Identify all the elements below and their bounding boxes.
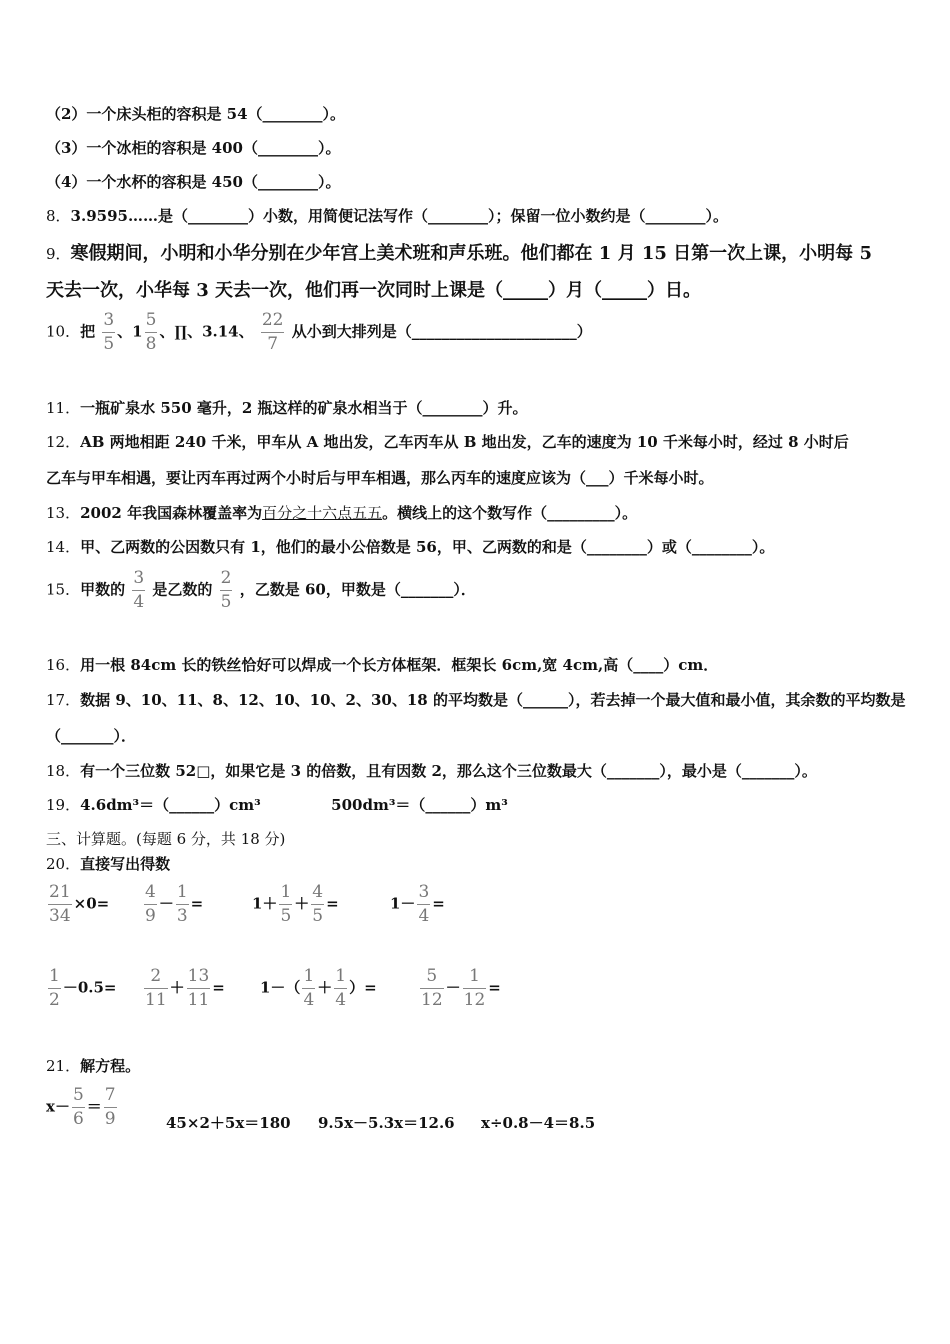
section-3-title: 三、计算题。(每题 6 分，共 18 分): [46, 830, 286, 848]
fraction: [463, 968, 487, 1009]
expression-head: 1－（: [260, 978, 301, 997]
fraction: [176, 884, 189, 925]
question-text: 甲、乙两数的公因数只有 1，他们的最小公倍数是 56，甲、乙两数的和是（________）或（________）。: [80, 538, 775, 556]
numerator: 21: [49, 882, 71, 902]
expression-r2-4: [418, 968, 501, 1009]
numerator: 7: [104, 1085, 116, 1105]
expression-r1-2: [142, 884, 203, 925]
question-text: 一瓶矿泉水 550 毫升，2 瓶这样的矿泉水相当于（________）升。: [80, 399, 528, 417]
numerator: 2: [150, 966, 162, 986]
separator-text: 、∏、3.14、: [159, 322, 254, 341]
suffix-text: 从小到大排列是（______________________）: [291, 322, 592, 341]
question-14: [46, 536, 774, 557]
expression-tail: =: [190, 894, 204, 913]
question-13: [46, 502, 637, 523]
q7-sub2: （2）一个床头柜的容积是 54（________）。: [46, 105, 346, 123]
question-17-line1: [46, 689, 905, 710]
numerator: 13: [187, 966, 210, 986]
denominator: 11: [145, 990, 167, 1010]
denominator: 5: [280, 906, 292, 926]
numerator: 22: [261, 310, 284, 330]
question-9-line2: 天去一次，小华每 3 天去一次，他们再一次同时上课是（_____）月（_____）日。: [46, 280, 702, 301]
question-21: [46, 1055, 140, 1076]
underlined-text: 百分之十六点五五: [262, 504, 383, 522]
fraction: [144, 884, 157, 925]
question-text: 有一个三位数 52□，如果它是 3 的倍数，且有因数 2，那么这个三位数最大（_______），最小是（_______）。: [80, 762, 817, 780]
denominator: 4: [418, 906, 430, 926]
denominator: 34: [49, 906, 71, 926]
question-15: [46, 570, 476, 611]
question-text-a: 4.6dm³＝（______）cm³: [80, 796, 261, 814]
denominator: 9: [104, 1109, 116, 1129]
question-text: 数据 9、10、11、8、12、10、10、2、30、18 的平均数是（______），若去掉一个最大值和最小值，其余数的平均数是: [80, 691, 906, 709]
numerator: 5: [145, 310, 157, 330]
denominator: 11: [187, 990, 210, 1010]
fraction: [261, 312, 285, 353]
question-number: 16．: [46, 656, 81, 674]
q7-sub3: （3）一个冰柜的容积是 400（________）。: [46, 139, 341, 157]
expression-tail: －0.5=: [62, 978, 117, 997]
denominator: 7: [261, 332, 285, 353]
numerator: 1: [335, 966, 347, 986]
question-text: 解方程。: [80, 1057, 141, 1075]
question-text: 3.9595……是（________）小数，用简便记法写作（________）；保留一位小数约是（________）。: [70, 207, 728, 225]
fraction: [417, 884, 430, 925]
question-number: 21．: [46, 1057, 81, 1075]
expression-tail: =: [432, 894, 445, 913]
operator: ＋: [294, 894, 310, 913]
question-number: 17．: [46, 691, 81, 709]
denominator: 5: [312, 906, 324, 926]
fraction: [48, 884, 72, 925]
question-text: 。横线上的这个数写作（_________）。: [382, 504, 638, 522]
numerator: 4: [145, 882, 156, 902]
equation-2: 45×2＋5x＝180: [166, 1114, 291, 1132]
fraction: [311, 884, 324, 925]
question-number: 20．: [46, 855, 81, 873]
question-text: 寒假期间，小明和小华分别在少年宫上美术班和声乐班。他们都在 1 月 15 日第一次上课，小明每 5: [70, 243, 872, 264]
question-text: 直接写出得数: [80, 855, 171, 873]
numerator: 3: [418, 882, 430, 902]
denominator: 4: [303, 990, 315, 1010]
numerator: 1: [280, 882, 292, 902]
denominator: 8: [145, 334, 157, 354]
operator: －: [445, 978, 461, 997]
question-19: [46, 794, 508, 815]
numerator: 1: [49, 966, 60, 986]
denominator: 12: [421, 990, 443, 1010]
question-18: [46, 760, 817, 781]
question-9-line1: [46, 239, 872, 265]
expression-tail: =: [488, 978, 501, 997]
question-text: ，乙数是 60，甲数是（_______）．: [239, 580, 476, 599]
expression-r2-2: [142, 968, 225, 1009]
expression-r2-1: [46, 968, 117, 1009]
equation-4: x÷0.8－4＝8.5: [481, 1114, 596, 1132]
denominator: 12: [463, 990, 486, 1010]
expression-head: 1－: [390, 894, 416, 913]
equation-1: [46, 1087, 119, 1128]
expression-tail: =: [326, 894, 339, 913]
question-number: 11．: [46, 399, 81, 417]
operator: －: [158, 894, 174, 913]
question-number: 19．: [46, 796, 81, 814]
fraction: [144, 968, 168, 1009]
fraction: [145, 312, 158, 353]
separator-text: 、1: [117, 322, 143, 341]
fraction: [220, 570, 233, 611]
question-text: 是乙数的: [152, 580, 213, 599]
prefix-text: 把: [80, 322, 96, 341]
numerator: 1: [176, 882, 188, 902]
question-number: 12．: [46, 433, 81, 451]
question-number: 9．: [46, 245, 71, 263]
question-20: [46, 853, 170, 874]
question-12-line2: 乙车与甲车相遇，要让丙车再过两个小时后与甲车相遇，那么丙车的速度应该为（___）千米每小时。: [46, 469, 714, 487]
question-10: [46, 312, 592, 353]
question-number: 15．: [46, 580, 81, 599]
question-text: 甲数的: [80, 580, 126, 599]
denominator: 4: [335, 990, 347, 1010]
denominator: 5: [220, 592, 232, 612]
numerator: 5: [72, 1085, 84, 1105]
denominator: 9: [145, 906, 156, 926]
numerator: 4: [312, 882, 324, 902]
fraction: [187, 968, 211, 1009]
fraction: [334, 968, 347, 1009]
numerator: 3: [133, 568, 145, 588]
question-text: 用一根 84cm 长的铁丝恰好可以焊成一个长方体框架．框架长 6cm,宽 4cm,高（____）cm．: [80, 656, 719, 674]
q7-sub4: （4）一个水杯的容积是 450（________）。: [46, 173, 341, 191]
denominator: 4: [133, 592, 145, 612]
denominator: 2: [49, 990, 60, 1010]
fraction: [72, 1087, 85, 1128]
numerator: 2: [220, 568, 232, 588]
expression-tail: =: [212, 978, 225, 997]
numerator: 1: [303, 966, 315, 986]
denominator: 6: [72, 1109, 84, 1129]
fraction: [102, 312, 115, 353]
question-text-b: 500dm³＝（______）m³: [331, 796, 508, 814]
equation-3: 9.5x－5.3x＝12.6: [318, 1114, 455, 1132]
numerator: 3: [103, 310, 115, 330]
question-number: 18．: [46, 762, 81, 780]
operator: ＋: [169, 978, 185, 997]
fraction: [48, 968, 61, 1009]
numerator: 1: [469, 966, 480, 986]
question-11: [46, 397, 528, 418]
question-number: 8．: [46, 207, 71, 225]
question-number: 14．: [46, 538, 81, 556]
question-16: [46, 654, 718, 675]
expression-tail: ）=: [349, 978, 377, 997]
equation-head: x－: [46, 1097, 70, 1116]
expression-head: 1＋: [252, 894, 278, 913]
expression-r1-3: [252, 884, 339, 925]
operator: ＝: [86, 1097, 102, 1116]
question-text: 2002 年我国森林覆盖率为: [80, 504, 263, 522]
denominator: 3: [176, 906, 188, 926]
question-number: 10．: [46, 322, 81, 341]
question-12-line1: [46, 431, 849, 452]
expression-tail: ×0=: [73, 894, 110, 913]
operator: ＋: [317, 978, 333, 997]
fraction: [420, 968, 444, 1009]
question-17-line2: （_______）．: [46, 727, 137, 745]
expression-r1-4: [390, 884, 445, 925]
fraction: [279, 884, 292, 925]
fraction: [104, 1087, 117, 1128]
question-text: AB 两地相距 240 千米，甲车从 A 地出发，乙车丙车从 B 地出发，乙车的速度为 10 千米每小时，经过 8 小时后: [80, 433, 849, 451]
expression-r2-3: [260, 968, 377, 1009]
expression-r1-1: [46, 884, 109, 925]
question-number: 13．: [46, 504, 81, 522]
numerator: 5: [426, 966, 438, 986]
fraction: [132, 570, 145, 611]
fraction: [302, 968, 315, 1009]
denominator: 5: [103, 334, 115, 354]
question-8: [46, 205, 728, 226]
